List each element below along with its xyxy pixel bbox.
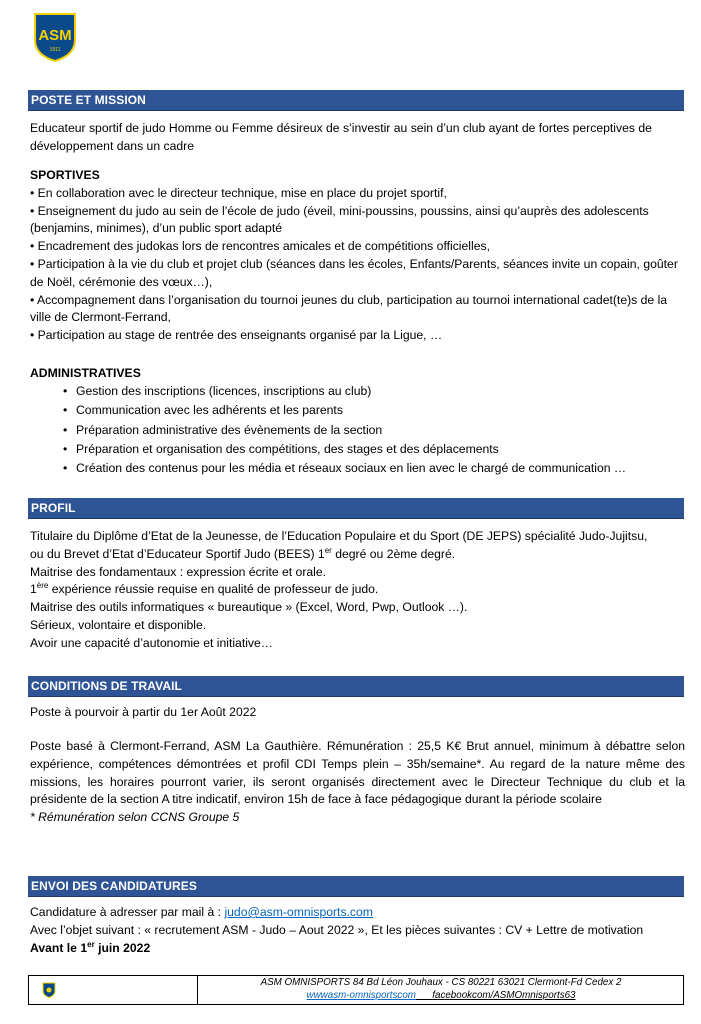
conditions-start xyxy=(30,704,685,722)
section-header-profil xyxy=(28,498,684,519)
section-header-envoi xyxy=(28,876,684,897)
sportives-item: • Enseignement du judo au sein de l’école de judo (éveil, mini-poussins, poussins, ainsi qu’auprès des adolescents (benjamins, minimes), d’un public sport adapté xyxy=(30,203,649,236)
website-link[interactable]: wwwasm-omnisportscom xyxy=(306,989,416,1001)
asm-footer-logo-icon xyxy=(41,982,57,998)
profil-line: Maitrise des outils informatiques « bureautique » (Excel, Word, Pwp, Outlook …). xyxy=(30,600,468,615)
admin-item xyxy=(30,421,685,440)
admin-title-block xyxy=(30,365,685,383)
envoi-deadline: Avant le 1er juin 2022 xyxy=(30,939,151,955)
bullet-icon: • xyxy=(63,422,68,437)
admin-item-text: Préparation et organisation des compétitions, des stages et des déplacements xyxy=(76,441,499,456)
sportives-item: • Participation à la vie du club et projet club (séances dans les écoles, Enfants/Parents, séances invite un copain, goûter de Noël, cérémonie des vœux…), xyxy=(30,256,678,289)
profil-line: Maitrise des fondamentaux : expression écrite et orale. xyxy=(30,564,327,579)
conditions-details xyxy=(30,738,685,827)
conditions-start-text: Poste à pourvoir à partir du 1er Août 2022 xyxy=(30,705,257,719)
admin-item-text: Gestion des inscriptions (licences, inscriptions au club) xyxy=(76,384,372,398)
section-title-profil: PROFIL xyxy=(31,501,76,515)
admin-item xyxy=(30,382,685,401)
sportives-title: SPORTIVES xyxy=(30,168,100,182)
section-header-conditions xyxy=(28,676,684,697)
admin-list xyxy=(30,382,685,478)
admin-title: ADMINISTRATIVES xyxy=(30,366,141,380)
envoi-objet: Avec l’objet suivant : « recrutement ASM - Judo – Aout 2022 », Et les pièces suivantes : CV + Lettre de motivation xyxy=(30,922,644,937)
sportives-item: • Encadrement des judokas lors de rencontres amicales et de compétitions officielles, xyxy=(30,239,490,254)
asm-logo xyxy=(29,10,81,62)
profil-line: Titulaire du Diplôme d’Etat de la Jeunesse, de l’Education Populaire et du Sport (DE JEPS) spécialité Judo-Jujitsu, xyxy=(30,529,648,543)
profil-line: ou du Brevet d’Etat d’Educateur Sportif Judo (BEES) 1er degré ou 2ème degré. xyxy=(30,545,456,561)
bullet-icon: • xyxy=(63,403,68,418)
admin-item-text: Préparation administrative des évènements de la section xyxy=(76,422,383,437)
envoi-block xyxy=(30,904,685,957)
admin-item-text: Création des contenus pour les média et réseaux sociaux en lien avec le chargé de communication … xyxy=(76,461,627,476)
admin-item xyxy=(30,459,685,478)
conditions-note: * Rémunération selon CCNS Groupe 5 xyxy=(30,810,240,825)
sportives-item: • En collaboration avec le directeur technique, mise en place du projet sportif, xyxy=(30,185,447,200)
section-title-envoi: ENVOI DES CANDIDATURES xyxy=(31,879,197,893)
bullet-icon: • xyxy=(63,384,68,398)
sportives-item: • Accompagnement dans l’organisation du tournoi jeunes du club, participation au tournoi international cadet(te)s de la ville de Clermont-Ferrand, xyxy=(30,292,668,325)
profil-block xyxy=(30,528,685,653)
facebook-link[interactable]: facebookcom/ASMOmnisports63 xyxy=(432,989,576,1001)
sportives-block xyxy=(30,167,685,345)
poste-intro-text: Educateur sportif de judo Homme ou Femme désireux de s’investir au sein d’un club ayant de fortes perceptives de développement dans un cadre xyxy=(30,121,652,153)
poste-intro xyxy=(30,120,685,156)
footer-logo-cell xyxy=(29,976,198,1004)
conditions-details-text: Poste basé à Clermont-Ferrand, ASM La Gauthière. Rémunération : 25,5 K€ Brut annuel, minimum à débattre selon expérience, compétences démontrées et profil CDI Temps plein – 35h/semaine*. Au regard de la nature même des missions, les horaires pourront varier, ils seront organisés directement avec le Directeur Technique du club et la présidente de la section A titre indicatif, environ 15h de face à face pédagogique durant la période scolaire xyxy=(30,739,685,807)
profil-line: 1ère expérience réussie requise en qualité de professeur de judo. xyxy=(30,581,379,597)
section-header-poste xyxy=(28,90,684,111)
section-title-conditions: CONDITIONS DE TRAVAIL xyxy=(31,679,182,693)
profil-line: Avoir une capacité d’autonomie et initiative… xyxy=(30,635,273,650)
sportives-item: • Participation au stage de rentrée des enseignants organisé par la Ligue, … xyxy=(30,328,443,343)
footer-text-cell xyxy=(199,977,683,1002)
profil-line: Sérieux, volontaire et disponible. xyxy=(30,617,207,632)
envoi-mail-line xyxy=(30,904,685,922)
page-footer xyxy=(28,975,684,1005)
bullet-icon: • xyxy=(63,441,68,456)
logo-year: 1911 xyxy=(49,47,61,53)
footer-links xyxy=(199,990,683,1003)
logo-text: ASM xyxy=(38,27,72,44)
bullet-icon: • xyxy=(63,461,68,476)
section-title-poste: POSTE ET MISSION xyxy=(31,93,146,107)
footer-address: ASM OMNISPORTS 84 Bd Léon Jouhaux - CS 80221 63021 Clermont-Fd Cedex 2 xyxy=(260,977,622,988)
envoi-mail-label: Candidature à adresser par mail à : xyxy=(30,905,225,919)
admin-item-text: Communication avec les adhérents et les parents xyxy=(76,403,343,418)
email-link[interactable]: judo@asm-omnisports.com xyxy=(224,905,373,919)
admin-item xyxy=(30,440,685,459)
admin-item xyxy=(30,401,685,420)
